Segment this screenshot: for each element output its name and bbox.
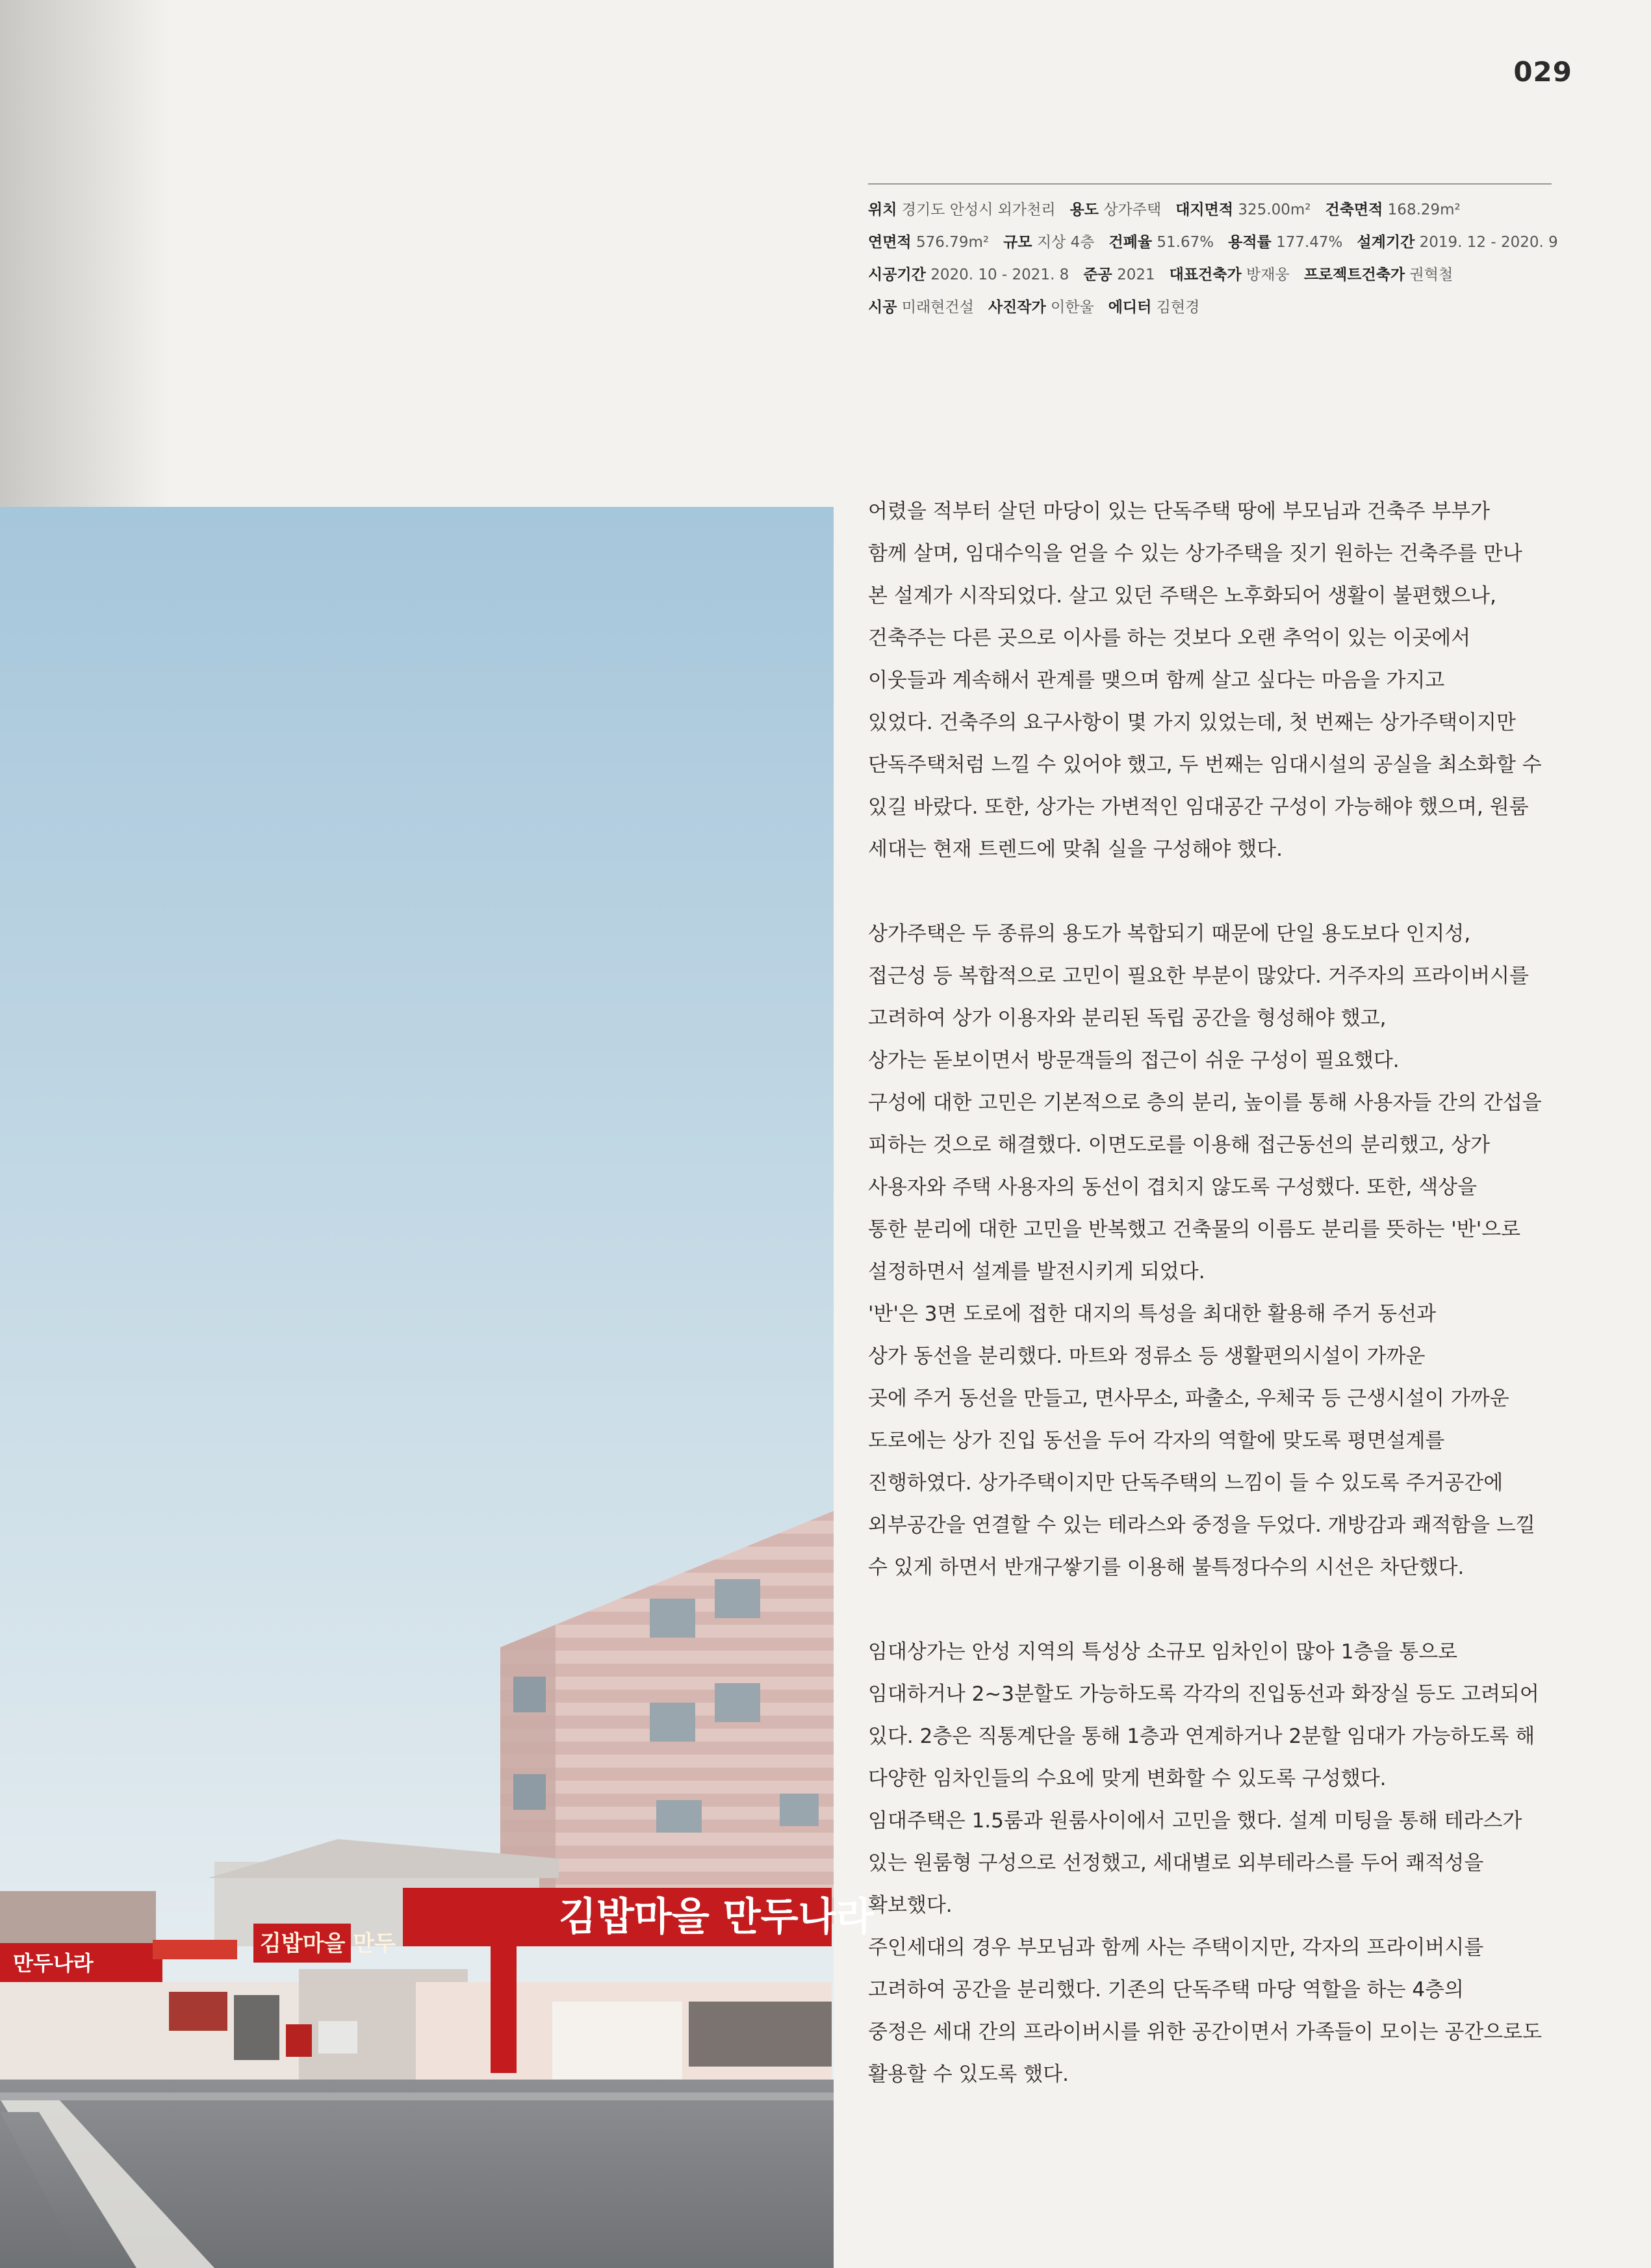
- project-info-item: [1108, 234, 1214, 251]
- body-line: 임대주택은 1.5룸과 원룸사이에서 고민을 했다. 설계 미팅을 통해 테라스가: [868, 1809, 1522, 1833]
- project-info-label: 시공: [868, 299, 897, 316]
- project-info-label: 대표건축가: [1169, 266, 1242, 283]
- body-line: 있다. 2층은 직통계단을 통해 1층과 연계하거나 2분할 임대가 가능하도록 해: [868, 1725, 1535, 1748]
- project-info-item: [1304, 266, 1453, 283]
- page-number: 029: [1513, 56, 1572, 88]
- body-paragraph: [868, 1631, 1560, 2096]
- project-info-value: 경기도 안성시 외가천리: [901, 201, 1056, 218]
- body-line: 이웃들과 계속해서 관계를 맺으며 함께 살고 싶다는 마음을 가지고: [868, 669, 1445, 692]
- project-info-label: 위치: [868, 201, 897, 218]
- project-info-item: [1357, 234, 1557, 251]
- body-line: 단독주택처럼 느낄 수 있어야 했고, 두 번째는 임대시설의 공실을 최소화할 수: [868, 753, 1542, 777]
- project-info-value: 51.67%: [1157, 234, 1214, 251]
- project-info: [868, 194, 1557, 324]
- body-line: 세대는 현재 트렌드에 맞춰 실을 구성해야 했다.: [868, 838, 1283, 861]
- project-info-item: [868, 234, 989, 251]
- project-info-label: 준공: [1083, 266, 1112, 283]
- body-line: 확보했다.: [868, 1894, 953, 1917]
- body-line: 있길 바랐다. 또한, 상가는 가변적인 임대공간 구성이 가능해야 했으며, 원룸: [868, 795, 1529, 819]
- project-info-value: 576.79m²: [915, 234, 990, 251]
- project-info-item: [868, 266, 1069, 283]
- project-info-item: [1108, 299, 1200, 316]
- meta-divider: [868, 183, 1552, 185]
- project-info-value: 김현경: [1156, 299, 1200, 316]
- body-line: 피하는 것으로 해결했다. 이면도로를 이용해 접근동선의 분리했고, 상가: [868, 1133, 1491, 1157]
- project-info-item: [988, 299, 1094, 316]
- project-info-value: 177.47%: [1276, 234, 1343, 251]
- project-info-value: 2019. 12 - 2020. 9: [1419, 234, 1558, 251]
- project-info-item: [1003, 234, 1094, 251]
- article-body: [868, 491, 1560, 2138]
- project-info-value: 권혁철: [1409, 266, 1453, 283]
- project-info-item: [1083, 266, 1155, 283]
- body-line: 사용자와 주택 사용자의 동선이 겹치지 않도록 구성했다. 또한, 색상을: [868, 1176, 1478, 1199]
- sign-left-text: 만두나라: [13, 1951, 94, 1976]
- body-line: 중정은 세대 간의 프라이버시를 위한 공간이면서 가족들이 모이는 공간으로도: [868, 2020, 1542, 2044]
- body-line: 접근성 등 복합적으로 고민이 필요한 부분이 많았다. 거주자의 프라이버시를: [868, 964, 1529, 988]
- project-info-value: 방재웅: [1246, 266, 1290, 283]
- body-line: 고려하여 공간을 분리했다. 기존의 단독주택 마당 역할을 하는 4층의: [868, 1978, 1464, 2002]
- project-info-label: 에디터: [1108, 299, 1152, 316]
- project-info-label: 설계기간: [1357, 234, 1415, 251]
- project-info-value: 2021: [1117, 266, 1155, 283]
- project-info-value: 2020. 10 - 2021. 8: [930, 266, 1069, 283]
- body-line: 고려하여 상가 이용자와 분리된 독립 공간을 형성해야 했고,: [868, 1007, 1387, 1030]
- body-line: 있는 원룸형 구성으로 선정했고, 세대별로 외부테라스를 두어 쾌적성을: [868, 1851, 1484, 1875]
- project-info-value: 미래현건설: [901, 299, 974, 316]
- project-info-value: 상가주택: [1103, 201, 1162, 218]
- project-info-value: 지상 4층: [1036, 234, 1095, 251]
- project-info-label: 프로젝트건축가: [1303, 266, 1405, 283]
- body-line: 임대상가는 안성 지역의 특성상 소규모 임차인이 많아 1층을 통으로: [868, 1640, 1458, 1664]
- body-paragraph: [868, 491, 1560, 871]
- project-info-label: 규모: [1003, 234, 1032, 251]
- project-info-item: [1175, 201, 1311, 218]
- body-line: 상가는 돋보이면서 방문객들의 접근이 쉬운 구성이 필요했다.: [868, 1049, 1400, 1072]
- project-info-label: 용도: [1069, 201, 1099, 218]
- body-line: 구성에 대한 고민은 기본적으로 층의 분리, 높이를 통해 사용자들 간의 간섭을: [868, 1091, 1542, 1115]
- sign-sub-text: 김밥마을 만두: [260, 1931, 396, 1957]
- body-line: 건축주는 다른 곳으로 이사를 하는 것보다 오랜 추억이 있는 이곳에서: [868, 626, 1471, 650]
- project-info-item: [1325, 201, 1460, 218]
- project-info-label: 용적률: [1228, 234, 1272, 251]
- project-info-label: 건축면적: [1325, 201, 1383, 218]
- project-info-label: 연면적: [868, 234, 912, 251]
- project-info-label: 대지면적: [1175, 201, 1234, 218]
- project-info-item: [868, 299, 974, 316]
- building-photo: [0, 507, 874, 2268]
- body-line: 외부공간을 연결할 수 있는 테라스와 중정을 두었다. 개방감과 쾌적함을 느낄: [868, 1514, 1535, 1537]
- body-paragraph: [868, 913, 1560, 1589]
- project-info-value: 325.00m²: [1238, 201, 1311, 218]
- project-info-item: [1070, 201, 1162, 218]
- body-line: 수 있게 하면서 반개구쌓기를 이용해 불특정다수의 시선은 차단했다.: [868, 1556, 1465, 1579]
- project-info-item: [868, 201, 1056, 218]
- body-line: 다양한 임차인들의 수요에 맞게 변화할 수 있도록 구성했다.: [868, 1767, 1387, 1790]
- body-line: 함께 살며, 임대수익을 얻을 수 있는 상가주택을 짓기 원하는 건축주를 만나: [868, 542, 1522, 565]
- project-info-label: 사진작가: [988, 299, 1046, 316]
- body-line: 상가주택은 두 종류의 용도가 복합되기 때문에 단일 용도보다 인지성,: [868, 922, 1471, 946]
- body-line: 있었다. 건축주의 요구사항이 몇 가지 있었는데, 첫 번째는 상가주택이지만: [868, 711, 1516, 734]
- project-info-value: 168.29m²: [1387, 201, 1461, 218]
- body-line: 활용할 수 있도록 했다.: [868, 2063, 1069, 2086]
- body-line: 통한 분리에 대한 고민을 반복했고 건축물의 이름도 분리를 뜻하는 '반'으로: [868, 1218, 1521, 1241]
- project-info-label: 시공기간: [868, 266, 926, 283]
- body-line: 진행하였다. 상가주택이지만 단독주택의 느낌이 들 수 있도록 주거공간에: [868, 1471, 1504, 1495]
- project-info-line: [868, 291, 1557, 324]
- project-info-line: [868, 259, 1557, 291]
- body-line: 본 설계가 시작되었다. 살고 있던 주택은 노후화되어 생활이 불편했으나,: [868, 584, 1496, 608]
- body-line: 어렸을 적부터 살던 마당이 있는 단독주택 땅에 부모님과 건축주 부부가: [868, 500, 1491, 523]
- sign-main-text: 김밥마을 만두나라: [559, 1894, 874, 1940]
- project-info-item: [1170, 266, 1290, 283]
- project-info-value: 이한울: [1051, 299, 1094, 316]
- project-info-label: 건폐율: [1108, 234, 1153, 251]
- body-line: 주인세대의 경우 부모님과 함께 사는 주택이지만, 각자의 프라이버시를: [868, 1936, 1484, 1959]
- project-info-line: [868, 194, 1557, 226]
- body-line: 곳에 주거 동선을 만들고, 면사무소, 파출소, 우체국 등 근생시설이 가까운: [868, 1387, 1509, 1410]
- project-info-item: [1228, 234, 1342, 251]
- body-line: '반'은 3면 도로에 접한 대지의 특성을 최대한 활용해 주거 동선과: [868, 1302, 1437, 1326]
- body-line: 임대하거나 2~3분할도 가능하도록 각각의 진입동선과 화장실 등도 고려되어: [868, 1682, 1539, 1706]
- body-line: 상가 동선을 분리했다. 마트와 정류소 등 생활편의시설이 가까운: [868, 1345, 1426, 1368]
- project-info-line: [868, 226, 1557, 259]
- body-line: 설정하면서 설계를 발전시키게 되었다.: [868, 1260, 1205, 1283]
- body-line: 도로에는 상가 진입 동선을 두어 각자의 역할에 맞도록 평면설계를: [868, 1429, 1445, 1452]
